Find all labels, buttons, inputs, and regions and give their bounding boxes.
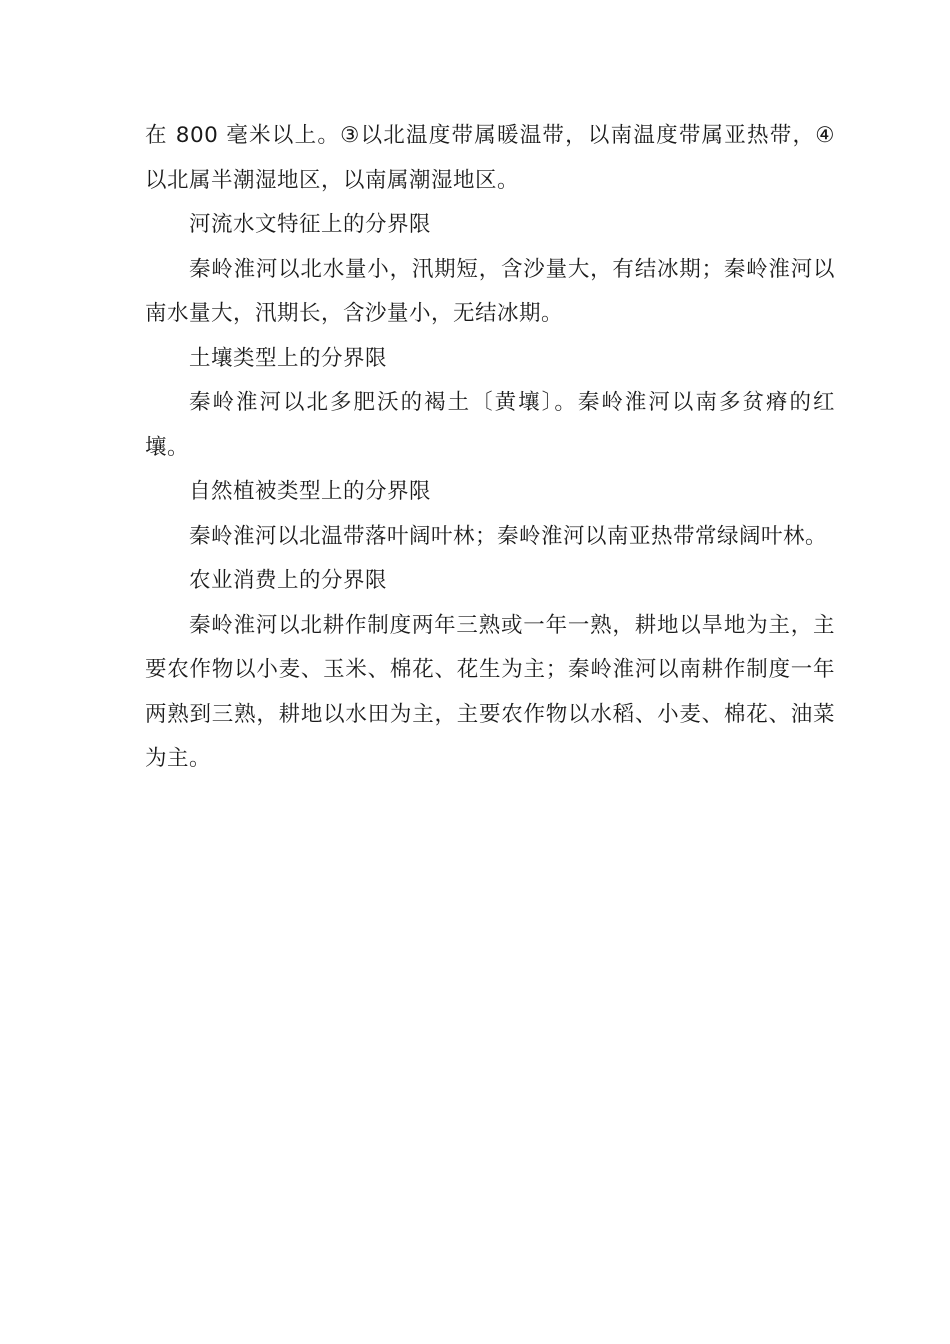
heading-soil-type: 土壤类型上的分界限 xyxy=(189,345,388,371)
heading-agriculture: 农业消费上的分界限 xyxy=(189,568,388,593)
heading-natural-vegetation: 自然植被类型上的分界限 xyxy=(189,479,432,504)
paragraph-river-hydrology: 秦岭淮河以北水量小，汛期短，含沙量大，有结冰期；秦岭淮河以南水量大，汛期长，含沙量小，无结冰期。 xyxy=(145,256,835,326)
paragraph-natural-vegetation: 秦岭淮河以北温带落叶阔叶林；秦岭淮河以南亚热带常绿阔叶林。 xyxy=(189,523,828,549)
paragraph-soil-type: 秦岭淮河以北多肥沃的褐土〔黄壤〕。秦岭淮河以南多贫瘠的红壤。 xyxy=(145,390,835,460)
paragraph-agriculture: 秦岭淮河以北耕作制度两年三熟或一年一熟，耕地以旱地为主，主要农作物以小麦、玉米、棉花、花生为主；秦岭淮河以南耕作制度一年两熟到三熟，耕地以水田为主，主要农作物以水稻、小麦、棉花、油菜为主。 xyxy=(145,612,835,771)
heading-river-hydrology: 河流水文特征上的分界限 xyxy=(189,212,432,237)
paragraph-climate-continued: 在 800 毫米以上。③以北温度带属暖温带，以南温度带属亚热带，④以北属半潮湿地区，以南属潮湿地区。 xyxy=(145,123,835,193)
document-body xyxy=(145,114,835,782)
